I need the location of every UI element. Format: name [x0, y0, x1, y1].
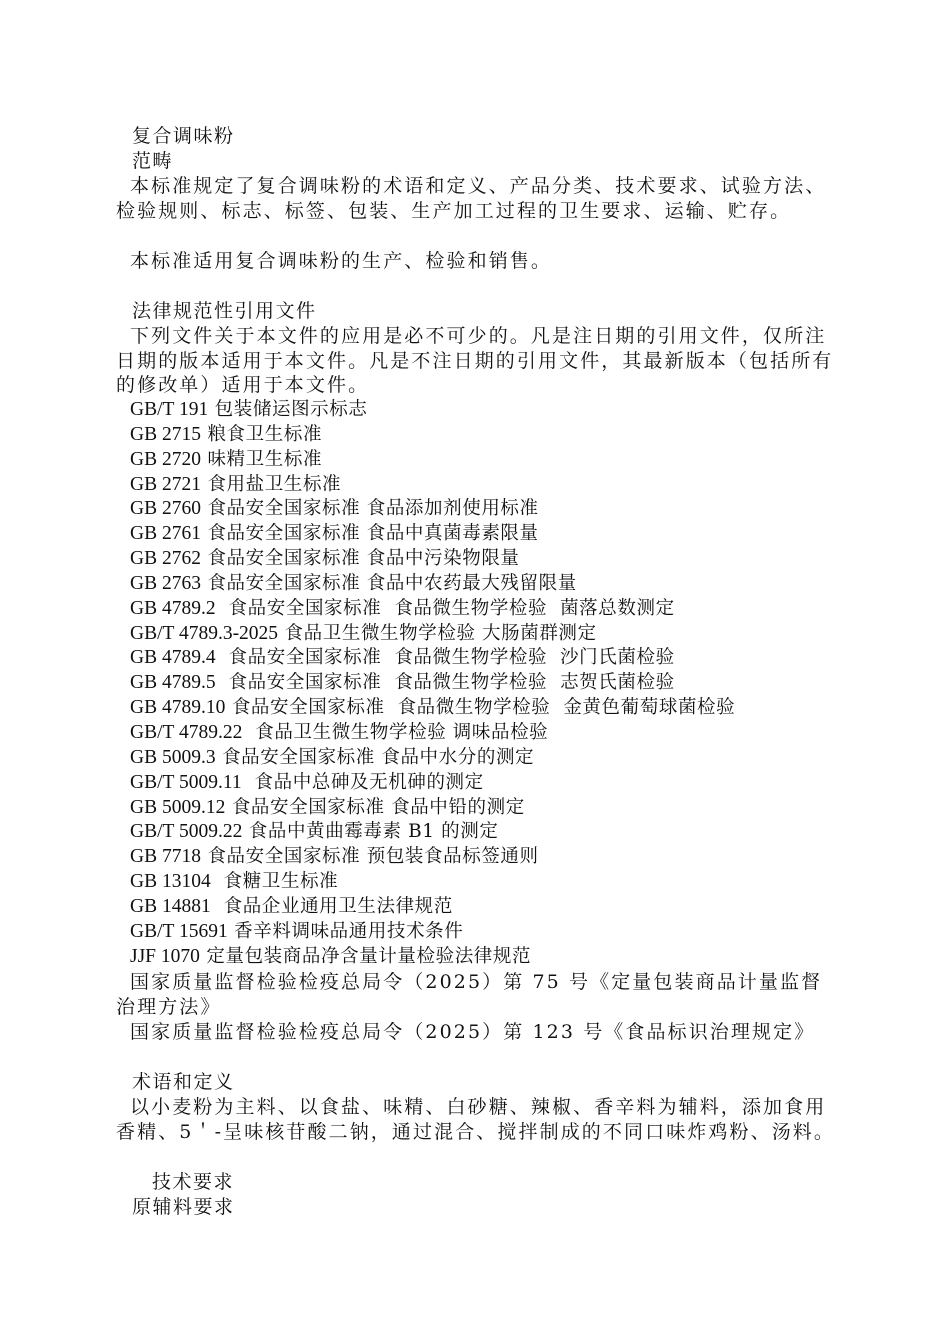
- reference-code: GB/T 15691: [130, 920, 228, 942]
- section-heading-terms: 术语和定义: [132, 1071, 235, 1093]
- reference-item: [130, 920, 735, 945]
- reference-name: 包装储运图示标志: [208, 399, 368, 420]
- decree-123: [116, 1020, 836, 1045]
- reference-name: 食品中总砷及无机砷的测定: [241, 771, 484, 793]
- reference-code: GB 4789.4: [130, 647, 216, 669]
- reference-item: [130, 547, 735, 572]
- scope-applicability: [116, 249, 836, 274]
- reference-code: GB/T 5009.22: [130, 821, 243, 843]
- reference-name: 食品安全国家标准 食品微生物学检验 沙门氏菌检验: [215, 647, 675, 669]
- reference-name: 食品卫生微生物学检验 调味品检验: [242, 721, 549, 743]
- reference-list: [130, 398, 735, 969]
- reference-name: 食品安全国家标准 食品中水分的测定: [215, 746, 535, 768]
- reference-item: [130, 820, 735, 845]
- reference-name: 香辛料调味品通用技术条件: [227, 920, 464, 942]
- scope-paragraph-text: 本标准规定了复合调味粉的术语和定义、产品分类、技术要求、试验方法、检验规则、标志、标签、包装、生产加工过程的卫生要求、运输、贮存。: [116, 175, 827, 222]
- reference-item: [130, 696, 735, 721]
- reference-name: 食品卫生微生物学检验 大肠菌群测定: [278, 622, 597, 644]
- reference-code: GB 2715: [130, 423, 201, 445]
- reference-item: [130, 721, 735, 746]
- reference-code: GB 2762: [130, 548, 201, 570]
- reference-name: 食糖卫生标准: [210, 871, 339, 893]
- terms-paragraph: [116, 1095, 836, 1144]
- reference-code: GB 14881: [130, 895, 211, 917]
- reference-item: [130, 448, 735, 473]
- reference-item: [130, 597, 735, 622]
- terms-paragraph-text: 以小麦粉为主料、以食盐、味精、白砂糖、辣椒、香辛料为辅料，添加食用香精、5＇-呈味核苷酸二钠，通过混合、搅拌制成的不同口味炸鸡粉、汤料。: [116, 1096, 836, 1143]
- section-heading-technical: 技术要求: [152, 1171, 235, 1193]
- reference-code: GB/T 4789.3-2025: [130, 622, 279, 644]
- scope-paragraph: [116, 174, 836, 223]
- document-title: 复合调味粉: [132, 125, 235, 147]
- reference-item: [130, 423, 735, 448]
- reference-code: GB 5009.12: [130, 796, 226, 818]
- reference-name: 食品安全国家标准 食品中铅的测定: [225, 796, 525, 818]
- reference-code: GB 4789.10: [130, 697, 226, 719]
- reference-code: GB/T 191: [130, 399, 209, 420]
- reference-item: [130, 473, 735, 498]
- reference-item: [130, 845, 735, 870]
- reference-code: GB 2720: [130, 448, 201, 470]
- reference-item: [130, 572, 735, 597]
- references-intro: [116, 324, 836, 398]
- reference-item: [130, 646, 735, 671]
- reference-name: 食品安全国家标准 食品中真菌毒素限量: [200, 523, 539, 545]
- reference-item: [130, 870, 735, 895]
- reference-item: [130, 497, 735, 522]
- reference-name: 食品安全国家标准 食品微生物学检验 菌落总数测定: [215, 597, 675, 619]
- scope-applicability-text: 本标准适用复合调味粉的生产、检验和销售。: [130, 250, 553, 272]
- decree-123-text: 国家质量监督检验检疫总局令（2025）第 123 号《食品标识治理规定》: [130, 1021, 816, 1043]
- reference-code: GB/T 5009.11: [130, 771, 242, 793]
- reference-item: [130, 945, 735, 970]
- reference-name: 食品安全国家标准 食品微生物学检验 志贺氏菌检验: [215, 672, 675, 694]
- reference-name: 食品安全国家标准 预包装食品标签通则: [200, 846, 539, 868]
- reference-name: 食品中黄曲霉毒素 B1 的测定: [242, 821, 499, 843]
- reference-code: GB 4789.5: [130, 672, 216, 694]
- reference-name: 食品安全国家标准 食品微生物学检验 金黄色葡萄球菌检验: [225, 697, 736, 719]
- reference-item: [130, 796, 735, 821]
- reference-item: [130, 522, 735, 547]
- section-heading-references: 法律规范性引用文件: [132, 300, 317, 322]
- reference-code: GB 7718: [130, 846, 201, 868]
- reference-code: GB 2763: [130, 572, 201, 594]
- reference-code: GB 2721: [130, 473, 201, 495]
- reference-item: [130, 622, 735, 647]
- reference-code: GB/T 4789.22: [130, 721, 243, 743]
- reference-name: 粮食卫生标准: [200, 423, 323, 445]
- reference-code: GB 4789.2: [130, 597, 216, 619]
- reference-item: [130, 771, 735, 796]
- reference-code: GB 2761: [130, 523, 201, 545]
- reference-name: 食品企业通用卫生法律规范: [210, 895, 453, 917]
- reference-item: [130, 398, 735, 423]
- reference-name: 食品安全国家标准 食品中农药最大残留限量: [200, 572, 577, 594]
- reference-name: 食用盐卫生标准: [200, 473, 342, 495]
- reference-item: [130, 746, 735, 771]
- reference-code: GB 5009.3: [130, 746, 216, 768]
- reference-name: 定量包装商品净含量计量检验法律规范: [199, 945, 532, 967]
- references-intro-text: 下列文件关于本文件的应用是必不可少的。凡是注日期的引用文件，仅所注日期的版本适用于本文件。凡是不注日期的引用文件，其最新版本（包括所有的修改单）适用于本文件。: [116, 325, 834, 396]
- subsection-heading-materials: 原辅料要求: [132, 1196, 235, 1218]
- reference-name: 食品安全国家标准 食品中污染物限量: [200, 548, 520, 570]
- reference-name: 食品安全国家标准 食品添加剂使用标准: [200, 498, 539, 520]
- decree-75: [116, 970, 836, 1019]
- decree-75-text: 国家质量监督检验检疫总局令（2025）第 75 号《定量包装商品计量监督治理方法》: [116, 971, 823, 1018]
- reference-item: [130, 895, 735, 920]
- reference-code: JJF 1070: [130, 945, 200, 967]
- reference-code: GB 13104: [130, 871, 211, 893]
- reference-item: [130, 671, 735, 696]
- reference-name: 味精卫生标准: [200, 448, 323, 470]
- section-heading-scope: 范畴: [132, 150, 174, 172]
- reference-code: GB 2760: [130, 498, 201, 520]
